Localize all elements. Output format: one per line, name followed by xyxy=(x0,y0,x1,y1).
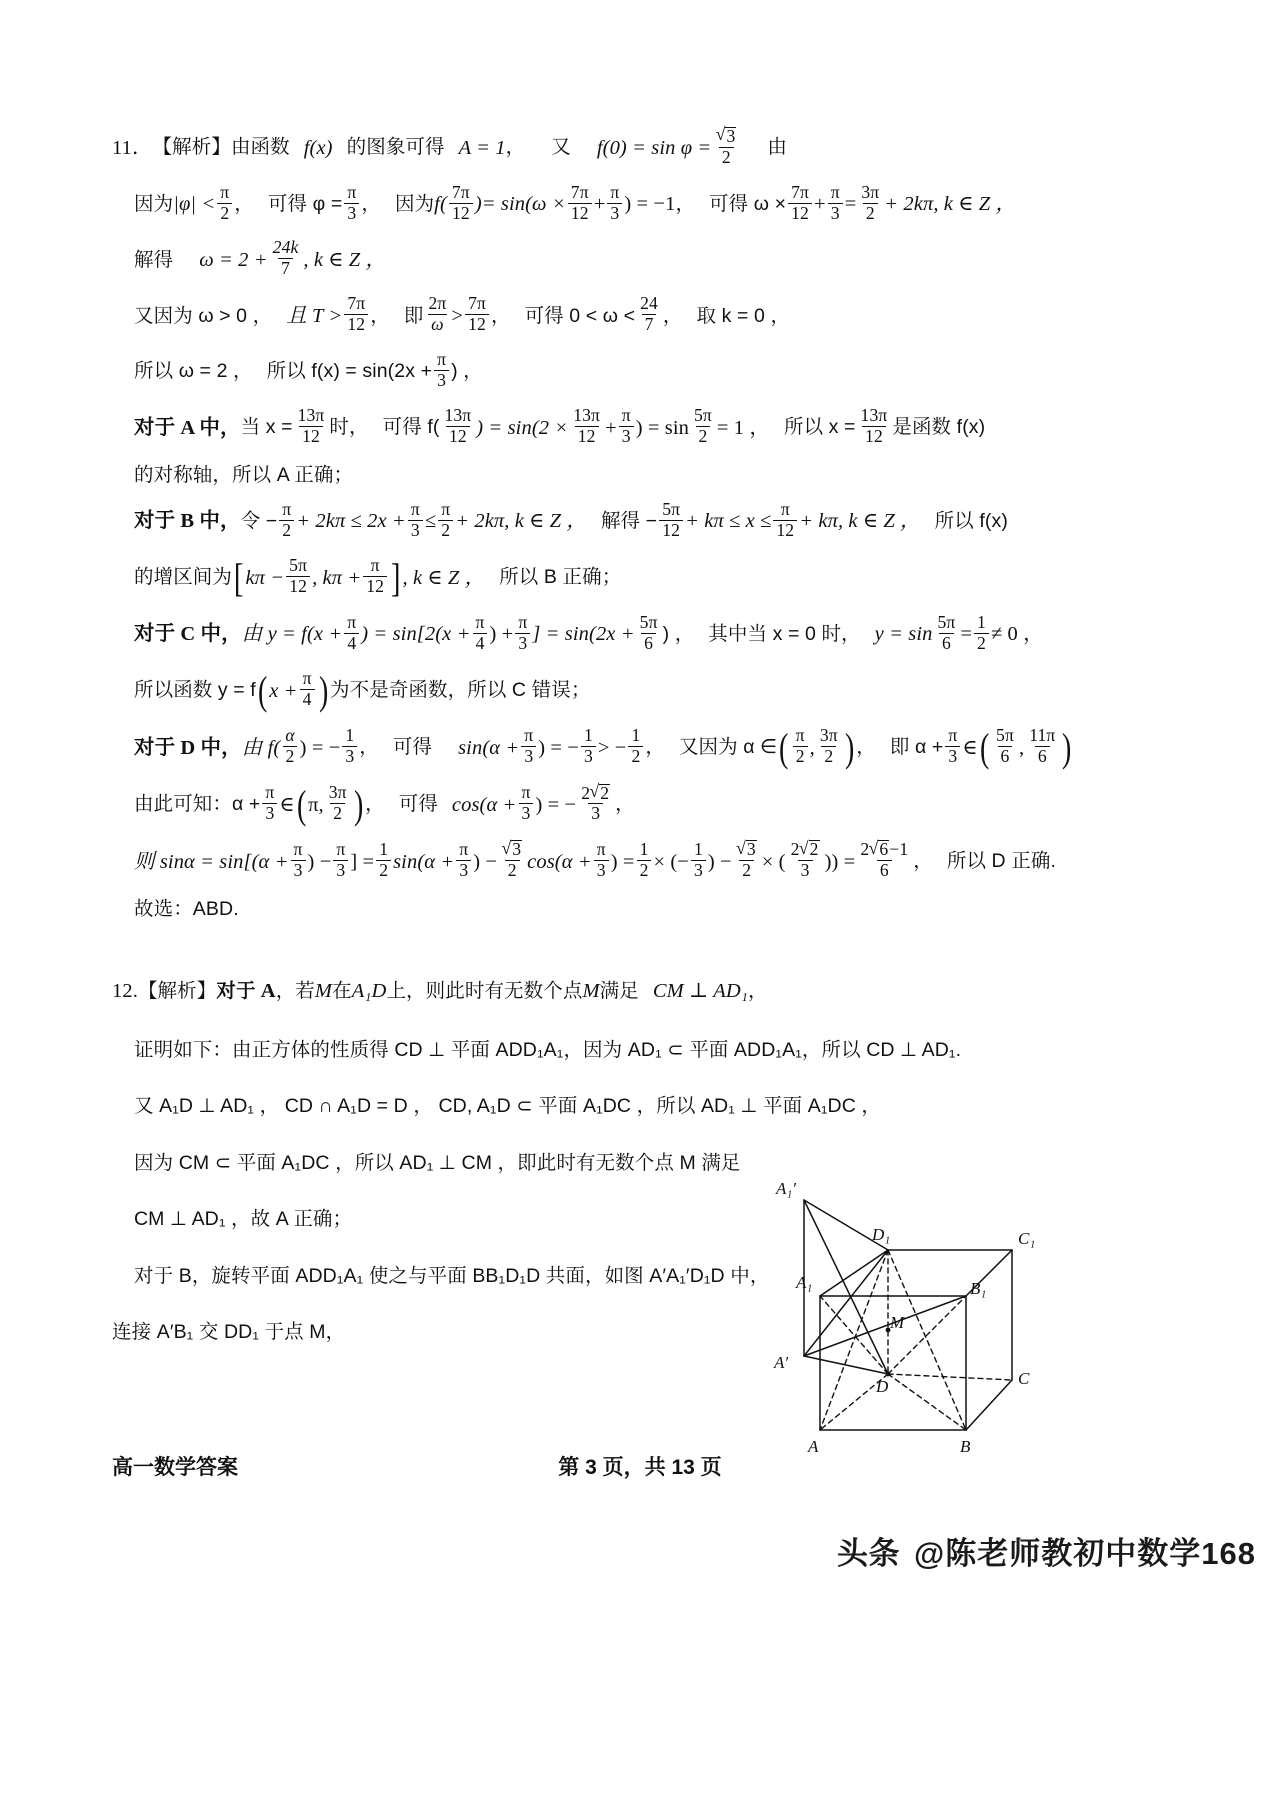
problem12-label: 【解析】 xyxy=(137,979,217,1002)
p11-optB-next-tail: , k ∈ Z ， xyxy=(402,566,486,589)
p11-l3-frac-24k-7: $\frac{24k}{7}$ xyxy=(272,237,299,279)
p11-optD-frac-1-3b: $\frac{1}{3}$ xyxy=(581,727,596,766)
p12-l1-m4: CM ⊥ AD₁ xyxy=(652,980,749,1003)
p12-l1-bold-A: A xyxy=(260,980,276,1003)
p11-optD-l3-f7: $\frac{1}{2}$ xyxy=(637,841,652,880)
p11-optD-l3-f3: $\frac{1}{2}$ xyxy=(376,841,391,880)
p11-optD-l3-p3: ] = xyxy=(350,850,375,873)
p11-optD-frac-3pi-2: $\frac{3\pi}{2}$ xyxy=(819,725,838,767)
p11-optA-next: 的对称轴，所以 A 正确； xyxy=(134,463,354,486)
p12-l1-m3: M xyxy=(582,980,600,1003)
p11-l1-text-b: 的图象可得 xyxy=(346,136,445,159)
p11-conclusion-text: 故选：ABD. xyxy=(134,897,239,920)
p11-optA-frac-13pi-12a: $\frac{13\pi}{12}$ xyxy=(297,405,325,447)
p11-l2-frac-7pi-12a: $\frac{7\pi}{12}$ xyxy=(449,184,473,223)
p11-optC-p9: ≠ 0 ， xyxy=(990,623,1044,646)
p11-optD-l3-p2: ) − xyxy=(307,850,332,873)
p11-optD-frac-1-3a: $\frac{1}{3}$ xyxy=(342,727,357,766)
p11-optA-p8: 所以 x = xyxy=(783,416,856,439)
p12-l7-text: 连接 A′B₁ 交 DD₁ 于点 M， xyxy=(112,1321,346,1344)
p12-l1-p2: ，若 xyxy=(275,979,315,1002)
p11-l2-p5: 可得 ω × xyxy=(709,192,787,215)
p11-optD-l3-p4: sin(α + xyxy=(393,850,455,873)
p11-optA-frac-pi-3: $\frac{\pi}{3}$ xyxy=(619,407,634,446)
problem12-line-3 xyxy=(112,1096,1152,1117)
problem11-line-3 xyxy=(112,237,1152,280)
p11-l2-plus: + xyxy=(593,193,606,216)
p11-optC-p6: 其中当 x = 0 时， xyxy=(708,622,861,645)
p11-l2-frac-7pi-12b: $\frac{7\pi}{12}$ xyxy=(568,184,592,223)
p11-l1-text-d: 由 xyxy=(767,136,787,159)
p12-l1-m2: A₁D xyxy=(351,980,387,1003)
p11-optD-l3-f9: √ $\frac{3}{2}$ xyxy=(734,840,760,880)
p11-optA-p5: + xyxy=(605,416,617,439)
label-A: A xyxy=(808,1437,819,1456)
p11-optB-p8: 所以 f(x) xyxy=(934,509,1008,532)
p11-l4-p4: > xyxy=(451,305,464,328)
footer-page-label: 第 3 页，共 13 页 xyxy=(558,1456,722,1479)
p11-l2-p8: + 2kπ, k ∈ Z ， xyxy=(884,193,1017,216)
p11-l3-omega: ω = 2 + xyxy=(199,249,268,272)
problem11-option-A-line2 xyxy=(112,465,1152,486)
problem11-option-A-line1 xyxy=(112,405,1152,448)
p11-l5-p1: 所以 ω = 2 ， xyxy=(134,360,253,383)
p11-optD-frac-pi-3b: $\frac{\pi}{3}$ xyxy=(945,727,960,766)
label-A1-prime: A₁′ xyxy=(776,1179,797,1198)
document-body xyxy=(112,125,1152,1360)
p11-optD-l2-interval: ( π , $\frac{3\pi}{2}$ ) xyxy=(295,785,365,825)
p11-optC-p8: = xyxy=(960,623,973,646)
p11-l5-p2: 所以 f(x) = sin(2x + xyxy=(266,360,433,383)
p11-optB-p7: + kπ, k ∈ Z ， xyxy=(799,510,921,533)
p11-optD-frac-5pi-6: ( $\frac{5\pi}{6}$ xyxy=(996,725,1014,767)
problem11-line-5 xyxy=(112,349,1152,392)
p12-l1-p4: 上，则此时有无数个点 xyxy=(386,979,583,1002)
problem11-option-D-line3: 则 sinα = sin[(α + $\frac{\pi}{3}$ ) − $\frac{\pi}{3}$ ] = $\frac{1}{2}$ sin(α + $\frac{\pi}{3}$ ) − √ $\frac{3}{2}$ cos(α + $\frac{\pi}{3}$ ) = $\frac{1}{2}$ × (− $\frac{1}{3}$ ) − √ $\frac{3}{2}$ × ( $\frac{2 √ 2}{3}$ ) ) = $\frac{2 √ 6-1}{6}$ ， 所以 D 正确. xyxy=(112,842,1152,882)
p11-l4-frac-24-7: $\frac{24}{7}$ xyxy=(640,293,658,335)
p11-l1-fx: f(x) xyxy=(303,136,333,159)
label-C1: C₁ xyxy=(1018,1229,1036,1248)
p11-l4-p3: 即 xyxy=(403,304,424,327)
p11-optD-p2: ) = − xyxy=(299,736,341,759)
p11-optC-frac-5pi-6b: $\frac{5\pi}{6}$ xyxy=(937,611,956,653)
p11-optD-interval-shift: ( $\frac{5\pi}{6}$ , $\frac{11\pi}{6}$ ) xyxy=(978,728,1074,768)
p11-optD-l2-p2: ∈ xyxy=(279,793,295,816)
p12-l1-p5: 满足 xyxy=(599,979,639,1002)
p11-optD-frac-pi-2: ( $\frac{\pi}{2}$ xyxy=(793,727,808,766)
footer-subject: 高一数学答案 xyxy=(112,1456,238,1479)
problem12-line-1 xyxy=(112,981,1152,1002)
problem12-line-4 xyxy=(112,1153,774,1174)
p11-l2-frac-pi-3b: $\frac{\pi}{3}$ xyxy=(607,184,622,223)
p11-optC-p3: ) + xyxy=(489,623,514,646)
p11-l4-p6: 取 k = 0 ， xyxy=(696,304,791,327)
p11-optA-p7: = 1 ， xyxy=(716,416,770,439)
p11-optB-interval: [ kπ − $\frac{5\pi}{12}$ , kπ + $\frac{\pi}{12}$ ] xyxy=(232,558,402,598)
problem11-option-D-line2: 由此可知：α + $\frac{\pi}{3}$ ∈ ( π , $\frac{3\pi}{2}$ ) ， 可得 cos(α + $\frac{\pi}{3}$ ) = − $\frac{2 √ 2}{3}$ ， xyxy=(112,785,1152,825)
p11-l2-eqm1: ) = −1 xyxy=(624,193,676,216)
p11-optD-l3-f10: $\frac{2 √ 2}{3}$ xyxy=(788,840,823,880)
p11-optD-p7: > − xyxy=(597,736,627,759)
problem11-option-C-line1 xyxy=(112,611,1152,654)
cube-figure xyxy=(760,1178,1070,1468)
p11-optB-frac-pi-2a: $\frac{\pi}{2}$ xyxy=(279,501,294,540)
p11-optD-frac-pi-3a: $\frac{\pi}{3}$ xyxy=(521,727,536,766)
p11-optD-frac-1-2: $\frac{1}{2}$ xyxy=(628,727,643,766)
p11-optC-frac-pi-3: $\frac{\pi}{3}$ xyxy=(515,614,530,653)
p11-optD-head: 对于 D 中， xyxy=(134,736,242,759)
problem11-option-B-line2 xyxy=(112,555,1152,598)
p11-optD-p9: 又因为 α ∈ xyxy=(678,736,778,759)
p11-optC-p1: 由 y = f(x + xyxy=(241,623,343,646)
p12-l4-text: 因为 CM ⊂ 平面 A₁DC ，所以 AD₁ ⊥ CM ，即此时有无数个点 M 满足 xyxy=(134,1151,741,1174)
p11-optD-l3-p9: ) − xyxy=(707,850,732,873)
p11-optB-p3: ≤ xyxy=(424,510,437,533)
p11-optB-next-p1: 的增区间为 xyxy=(134,566,233,589)
p11-l2-abs-phi: |φ| < xyxy=(173,193,216,216)
p11-optD-l3-f11: $\frac{2 √ 6-1}{6}$ xyxy=(857,840,911,880)
p11-optD-p6: ) = − xyxy=(538,736,579,759)
p11-optB-p6: + kπ ≤ x ≤ xyxy=(685,510,772,533)
p11-optD-l3-f1: $\frac{\pi}{3}$ xyxy=(291,841,306,880)
p11-optD-frac-11pi-6: $\frac{11\pi}{6}$ xyxy=(1029,725,1056,767)
watermark-platform: 头条 xyxy=(837,1536,901,1571)
p12-l5-text: CM ⊥ AD₁ ，故 A 正确； xyxy=(134,1208,353,1231)
problem11-label: 【解析】 xyxy=(152,136,231,159)
p11-optA-p1: 当 x = xyxy=(240,416,293,439)
p11-optD-p11: ∈ xyxy=(962,736,978,759)
problem11-line-4: 又因为 ω > 0 ， 且 T > $\frac{7\pi}{12}$ ， 即 $\frac{2\pi}{\omega}$ > $\frac{7\pi}{12}$ ， 可得 0 < ω < $\frac{24}{7}$ ， 取 k = 0 ， xyxy=(134,293,791,335)
label-C: C xyxy=(1018,1369,1030,1388)
p11-optC-frac-pi-4b: $\frac{\pi}{4}$ xyxy=(473,614,488,653)
p11-l1-text-c: 又 xyxy=(551,136,571,159)
p11-optB-frac-5pi-12b: $\frac{5\pi}{12}$ xyxy=(286,557,310,596)
watermark xyxy=(837,1528,1256,1573)
p12-l3-text: 又 A₁D ⊥ AD₁ ， CD ∩ A₁D = D ， CD, A₁D ⊂ 平面 A₁DC ，所以 AD₁ ⊥ 平面 A₁DC ， xyxy=(134,1095,882,1118)
label-M: M xyxy=(890,1313,905,1332)
p11-l3-tail: , k ∈ Z ， xyxy=(303,249,387,272)
p11-l4-p1: 又因为 ω > 0 ， xyxy=(134,304,273,327)
p11-l2-frac-pi-2: $\frac{\pi}{2}$ xyxy=(217,184,232,223)
p11-optB-p5: 解得 − xyxy=(600,509,658,532)
label-A-prime: A′ xyxy=(774,1353,789,1372)
p11-l2-p6: + xyxy=(814,193,826,216)
p11-optB-p4: + 2kπ, k ∈ Z ， xyxy=(455,510,587,533)
p11-l1-frac-sqrt3-2: √ $\frac{3}{2}$ xyxy=(713,127,739,167)
p11-optD-l3-p7: ) = xyxy=(610,850,635,873)
p11-optA-frac-13pi-12d: $\frac{13\pi}{12}$ xyxy=(860,405,888,447)
p12-l2-text: 证明如下：由正方体的性质得 CD ⊥ 平面 ADD₁A₁，因为 AD₁ ⊂ 平面 ADD₁A₁，所以 CD ⊥ AD₁. xyxy=(134,1038,962,1061)
p12-l6-text: 对于 B，旋转平面 ADD₁A₁ 使之与平面 BB₁D₁D 共面，如图 A′A₁′D₁D 中， xyxy=(134,1264,770,1287)
label-D: D xyxy=(876,1377,889,1396)
p11-optB-frac-pi-12: $\frac{\pi}{12}$ xyxy=(773,501,797,540)
p11-optD-l2-p3: 可得 xyxy=(398,793,438,816)
p11-optC-p7: y = sin xyxy=(874,623,933,646)
point-D-marker xyxy=(886,1372,891,1377)
p11-optD-l3-f6: $\frac{\pi}{3}$ xyxy=(594,841,609,880)
p11-l2-frac-7pi-12c: $\frac{7\pi}{12}$ xyxy=(788,184,812,223)
p11-optD-l3-p5: ) − xyxy=(473,850,498,873)
p11-optB-frac-pi-12b: $\frac{\pi}{12}$ xyxy=(363,557,387,596)
problem11-line-2: 因为 |φ| < $\frac{\pi}{2}$ ， 可得 φ = $\frac{\pi}{3}$ ， 因为 f( $\frac{7\pi}{12}$ ) = sin(ω × $\frac{7\pi}{12}$ + $\frac{\pi}{3}$ ) = −1 ， 可得 ω × $\frac{7\pi}{12}$ + $\frac{\pi}{3}$ = $\frac{3\pi}{2}$ + 2kπ, k ∈ Z ， xyxy=(134,181,1017,223)
p11-optD-l2-frac-pi-3: $\frac{\pi}{3}$ xyxy=(262,784,277,823)
label-D1: D₁ xyxy=(872,1225,891,1244)
p11-optD-p8: ， xyxy=(645,736,665,759)
p11-optD-p4: 可得 xyxy=(392,736,433,759)
p11-optB-next-end: 所以 B 正确； xyxy=(499,566,622,589)
problem12-line-2 xyxy=(112,1040,1152,1061)
p11-optC-p5: ) ， xyxy=(662,622,695,645)
p11-optD-l3-p6: cos(α + xyxy=(527,850,592,873)
p11-optD-l3-f4: $\frac{\pi}{3}$ xyxy=(456,841,471,880)
p11-optC-frac-5pi-6a: $\frac{5\pi}{6}$ xyxy=(639,611,658,653)
p11-optC-frac-pi-4a: $\frac{\pi}{4}$ xyxy=(344,614,359,653)
p11-optD-p10: 即 α + xyxy=(889,736,944,759)
p11-l1-text-a: 由函数 xyxy=(230,136,290,159)
watermark-account: @陈老师教初中数学168 xyxy=(914,1536,1256,1571)
p11-l4-frac-7pi-12: $\frac{7\pi}{12}$ xyxy=(344,295,368,334)
p11-optD-l3-p1: 则 sinα = sin[(α + xyxy=(134,850,289,873)
p12-l1-m1: M xyxy=(314,980,333,1003)
p11-optD-l3-p11: ) = xyxy=(831,850,856,873)
p11-optD-l2-tail: ， xyxy=(615,793,635,816)
label-B: B xyxy=(960,1437,971,1456)
p11-optD-l2-frac-2sqrt2-3: $\frac{2 √ 2}{3}$ xyxy=(578,784,613,824)
p11-optB-head: 对于 B 中， xyxy=(134,510,241,533)
p11-optC-next-p1: 所以函数 y = f xyxy=(134,679,256,702)
p11-optD-p3: ， xyxy=(359,736,379,759)
problem11-option-D-line1: 对于 D 中， 由 f( $\frac{\alpha}{2}$ ) = − $\frac{1}{3}$ ， 可得 sin(α + $\frac{\pi}{3}$ ) = − $\frac{1}{3}$ > − $\frac{1}{2}$ ， 又因为 α ∈ ( $\frac{\pi}{2}$ , $\frac{3\pi}{2}$ ) ， 即 α + $\frac{\pi}{3}$ ∈ ( $\frac{5\pi}{6}$ , $\frac{11\pi}{6}$ ) xyxy=(112,728,1152,768)
p12-l1-p6: ， xyxy=(748,979,768,1002)
problem11-number: 11． xyxy=(112,136,153,159)
p11-optD-interval-alpha: ( $\frac{\pi}{2}$ , $\frac{3\pi}{2}$ ) xyxy=(777,728,856,768)
p11-optA-frac-13pi-12b: $\frac{13\pi}{12}$ xyxy=(444,405,472,447)
p11-optA-frac-13pi-12c: $\frac{13\pi}{12}$ xyxy=(573,405,601,447)
p11-optA-head: 对于 A 中， xyxy=(134,416,241,439)
p11-l4-frac-2pi-omega: $\frac{2\pi}{\omega}$ xyxy=(428,293,447,335)
p11-optC-paren-group: ( x + $\frac{\pi}{4}$ ) xyxy=(256,671,330,711)
p12-l1-p3: 在 xyxy=(332,979,352,1002)
p11-l1-eq-f0: f(0) = sin φ = xyxy=(596,136,712,159)
p11-l2-frac-3pi-2: $\frac{3\pi}{2}$ xyxy=(861,181,880,223)
p11-optD-l3-f2: $\frac{\pi}{3}$ xyxy=(333,841,348,880)
p11-optD-l3-f8: $\frac{1}{3}$ xyxy=(691,841,706,880)
label-B1: B₁ xyxy=(970,1279,987,1298)
p11-optA-p9: 是函数 f(x) xyxy=(892,416,986,439)
p11-l5-frac-pi-3: $\frac{\pi}{3}$ xyxy=(434,351,449,390)
p11-l1-eq-A: A = 1 xyxy=(458,136,506,159)
p11-l2-frac-pi-3c: $\frac{\pi}{3}$ xyxy=(828,184,843,223)
p11-l4-frac-7pi-12b: $\frac{7\pi}{12}$ xyxy=(465,295,489,334)
problem11-conclusion xyxy=(112,899,1152,920)
p11-optD-l3-p8: × (− xyxy=(653,850,689,873)
p11-l2-p1: 因为 xyxy=(134,192,174,215)
p11-l2-p4: = sin(ω × xyxy=(481,193,566,216)
p11-optD-l2-p4: cos(α + xyxy=(451,793,517,816)
p11-optC-head: 对于 C 中， xyxy=(134,623,242,646)
p11-optD-l2-p5: ) = − xyxy=(535,793,577,816)
p11-l4-p2: 且 T > xyxy=(286,305,343,328)
p11-optA-p4: ) = sin(2 × xyxy=(476,416,569,439)
p11-optC-frac-pi-4c: $\frac{\pi}{4}$ xyxy=(300,670,315,709)
p11-optD-l3-p10: × ( xyxy=(761,850,786,873)
p11-optC-p2: ) = sin[2(x + xyxy=(361,623,471,646)
p12-l1-p1: 对于 xyxy=(216,979,256,1002)
p11-optC-p4: ] = sin(2x + xyxy=(532,623,635,646)
p11-optA-p6: ) = sin xyxy=(635,416,689,439)
p11-optA-p2: 时， xyxy=(329,416,369,439)
p11-optB-p2: + 2kπ ≤ 2x + xyxy=(296,510,406,533)
p11-optD-p1: 由 f( xyxy=(241,736,281,759)
p11-optD-p5: sin(α + xyxy=(458,736,520,759)
p11-l2-p7: = xyxy=(844,193,857,216)
p11-optD-l3-p12: ， xyxy=(913,850,933,873)
p11-l2-frac-pi-3: $\frac{\pi}{3}$ xyxy=(344,184,359,223)
p11-optB-p1: 令 − xyxy=(240,509,278,532)
problem11-option-B-line1 xyxy=(112,498,1152,541)
p11-optB-frac-pi-2b: $\frac{\pi}{2}$ xyxy=(438,501,453,540)
p11-optA-frac-5pi-2: $\frac{5\pi}{2}$ xyxy=(694,405,712,447)
p11-optD-l2-frac-3pi-2: $\frac{3\pi}{2}$ xyxy=(328,782,347,823)
p11-optC-frac-1-2: $\frac{1}{2}$ xyxy=(974,614,989,653)
p11-optD-l2-p1: 由此可知：α + xyxy=(134,793,261,816)
p11-optB-frac-5pi-12: $\frac{5\pi}{12}$ xyxy=(659,501,683,540)
problem11-option-C-line2 xyxy=(112,668,1152,711)
p11-optD-l2-frac-pi-3b: $\frac{\pi}{3}$ xyxy=(519,784,534,823)
p11-optA-p3: 可得 f( xyxy=(382,416,440,439)
label-A1: A₁ xyxy=(796,1273,813,1292)
p11-l3-p1: 解得 xyxy=(134,248,174,271)
p11-l2-p3: 因为 xyxy=(394,192,435,215)
p11-optD-l3-p13: 所以 D 正确. xyxy=(946,850,1056,873)
p11-optB-frac-pi-3: $\frac{\pi}{3}$ xyxy=(408,501,423,540)
problem12-number: 12. xyxy=(112,980,138,1003)
problem11-line-1 xyxy=(112,125,1152,168)
p11-l2-p2: 可得 φ = xyxy=(267,192,343,215)
p11-optC-next-tail: 为不是奇函数，所以 C 错误； xyxy=(330,679,591,702)
p11-optD-l3-f5: √ $\frac{3}{2}$ xyxy=(499,840,525,880)
p11-l5-p3: ) ， xyxy=(451,360,483,383)
p11-l4-p5: 可得 0 < ω < xyxy=(524,304,636,327)
p11-l1-comma: ， xyxy=(505,136,526,159)
p11-optD-frac-alpha-2: $\frac{\alpha}{2}$ xyxy=(282,727,297,766)
